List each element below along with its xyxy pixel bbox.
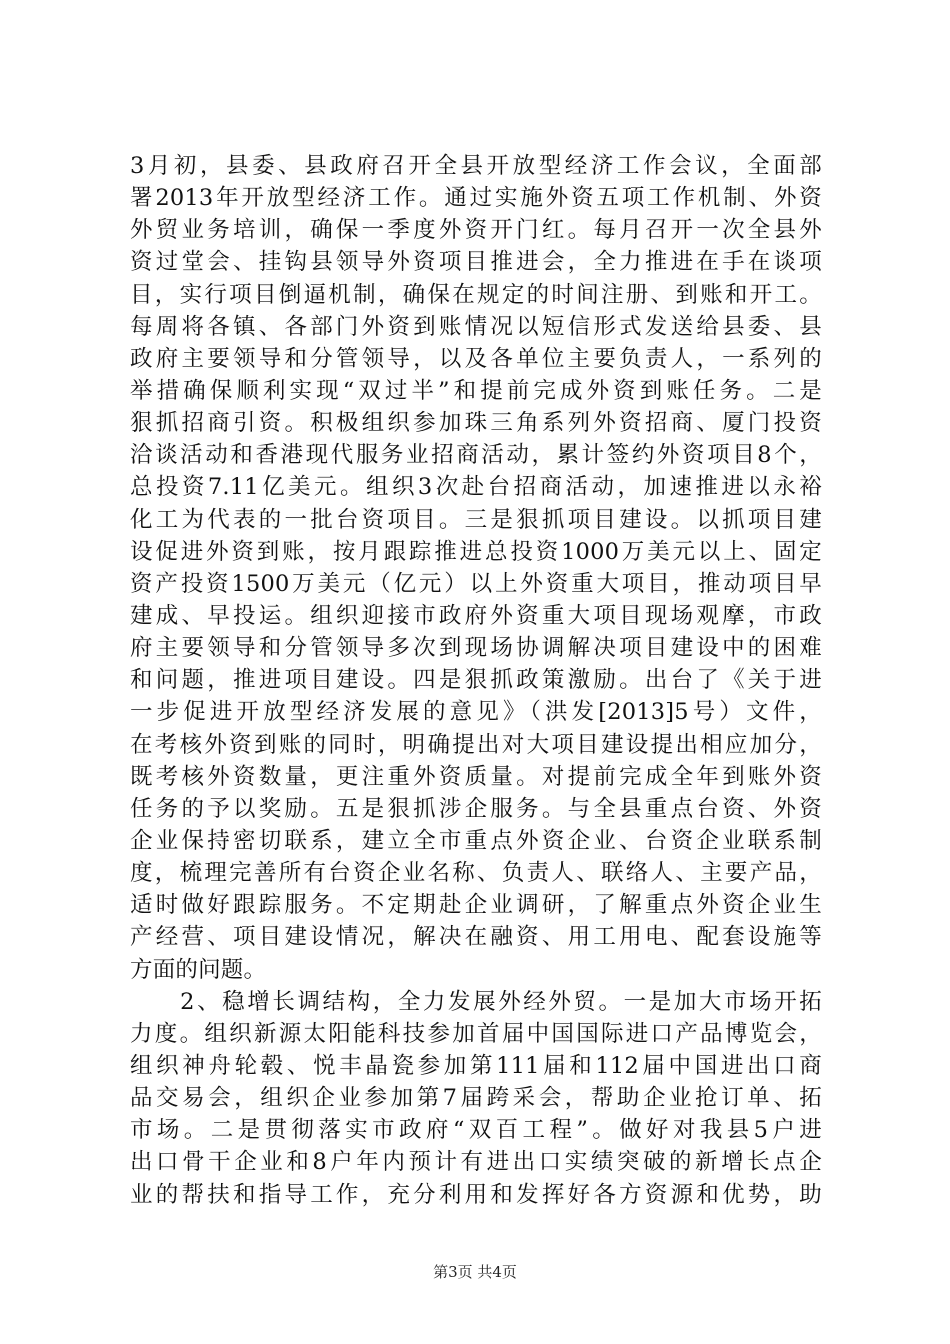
text-line: 洽谈活动和香港现代服务业招商活动，累计签约外资项目8个， [130,442,822,469]
text-line: 建成、早投运。组织迎接市政府外资重大项目现场观摩，市政 [130,602,822,629]
text-line: 业的帮扶和指导工作，充分利用和发挥好各方资源和优势，助 [130,1181,822,1208]
text-line: 品交易会，组织企业参加第7届跨采会，帮助企业抢订单、拓 [130,1085,822,1112]
text-line: 企业保持密切联系，建立全市重点外资企业、台资企业联系制 [130,827,822,854]
text-line: 外贸业务培训，确保一季度外资开门红。每月召开一次全县外 [130,217,822,244]
text-line: 2、稳增长调结构，全力发展外经外贸。一是加大市场开拓 [130,988,822,1015]
text-line: 任务的予以奖励。五是狠抓涉企服务。与全县重点台资、外资 [130,795,822,822]
page-footer: 第3页 共4页 [433,1263,517,1281]
text-line: 资产投资1500万美元（亿元）以上外资重大项目，推动项目早 [130,570,822,597]
text-line: 署2013年开放型经济工作。通过实施外资五项工作机制、外资 [130,185,822,212]
text-line: 设促进外资到账，按月跟踪推进总投资1000万美元以上、固定 [130,538,822,565]
text-line: 狠抓招商引资。积极组织参加珠三角系列外资招商、厦门投资 [130,410,822,437]
text-line: 3月初，县委、县政府召开全县开放型经济工作会议，全面部 [130,153,822,179]
text-line: 出口骨干企业和8户年内预计有进出口实绩突破的新增长点企 [130,1149,822,1176]
text-line: 政府主要领导和分管领导，以及各单位主要负责人，一系列的 [130,345,822,372]
text-line: 组织神舟轮毂、悦丰晶瓷参加第111届和112届中国进出口商 [130,1052,822,1079]
text-line: 举措确保顺利实现“双过半”和提前完成外资到账任务。二是 [130,377,822,404]
text-line: 化工为代表的一批台资项目。三是狠抓项目建设。以抓项目建 [130,506,822,533]
text-line: 一步促进开放型经济发展的意见》（洪发[2013]5号）文件， [130,699,822,726]
text-line: 目，实行项目倒逼机制，确保在规定的时间注册、到账和开工。 [130,281,822,308]
body-text [130,150,822,1211]
text-line: 力度。组织新源太阳能科技参加首届中国国际进口产品博览会， [130,1020,822,1047]
text-line: 每周将各镇、各部门外资到账情况以短信形式发送给县委、县 [130,313,822,340]
text-line: 府主要领导和分管领导多次到现场协调解决项目建设中的困难 [130,635,822,662]
text-line: 和问题，推进项目建设。四是狠抓政策激励。出台了《关于进 [130,667,822,694]
text-line: 在考核外资到账的同时，明确提出对大项目建设提出相应加分， [130,731,822,758]
text-line: 总投资7.11亿美元。组织3次赴台招商活动，加速推进以永裕 [130,474,822,501]
text-line: 资过堂会、挂钩县领导外资项目推进会，全力推进在手在谈项 [130,249,822,276]
text-line: 适时做好跟踪服务。不定期赴企业调研，了解重点外资企业生 [130,892,822,919]
text-line: 方面的问题。 [130,956,267,983]
text-line: 产经营、项目建设情况，解决在融资、用工用电、配套设施等 [130,924,822,951]
text-line: 市场。二是贯彻落实市政府“双百工程”。做好对我县5户进 [130,1117,822,1144]
text-line: 既考核外资数量，更注重外资质量。对提前完成全年到账外资 [130,763,822,790]
text-line: 度，梳理完善所有台资企业名称、负责人、联络人、主要产品， [130,860,822,887]
